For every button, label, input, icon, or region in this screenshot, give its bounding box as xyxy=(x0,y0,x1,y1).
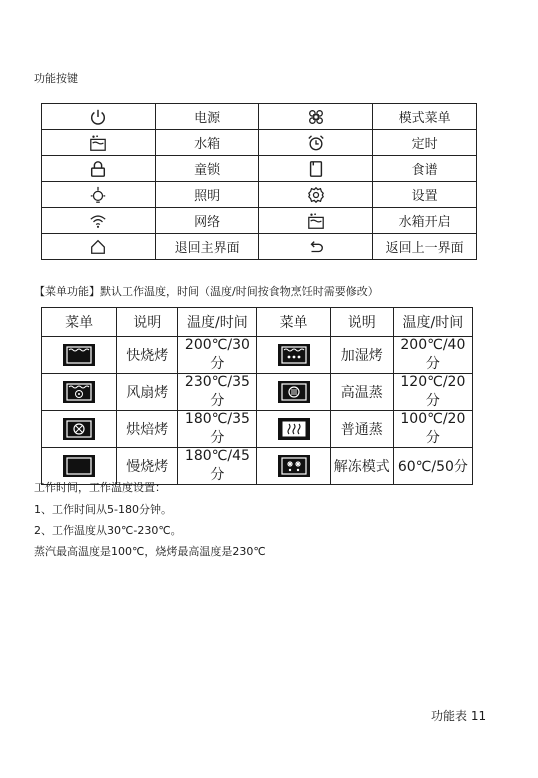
wifi-icon xyxy=(42,208,156,234)
alarm-clock-icon xyxy=(259,130,373,156)
gear-icon xyxy=(259,182,373,208)
table-row xyxy=(42,104,477,130)
key-label: 定时 xyxy=(373,130,477,156)
menu-name: 高温蒸 xyxy=(330,374,393,411)
bake-dry-icon xyxy=(42,411,117,448)
key-label: 照明 xyxy=(155,182,259,208)
table-row xyxy=(42,130,477,156)
key-label: 童锁 xyxy=(155,156,259,182)
menu-temp-time: 60℃/50分 xyxy=(393,448,472,485)
key-label: 网络 xyxy=(155,208,259,234)
menu-temp-time: 230℃/35分 xyxy=(178,374,257,411)
menu-name: 风扇烤 xyxy=(117,374,178,411)
function-key-table xyxy=(41,103,477,260)
note-line: 蒸汽最高温度是100℃，烧烤最高温度是230℃ xyxy=(34,545,266,558)
table-row xyxy=(42,208,477,234)
menu-name: 解冻模式 xyxy=(330,448,393,485)
menu-name: 普通蒸 xyxy=(330,411,393,448)
table-row xyxy=(42,182,477,208)
column-header: 温度/时间 xyxy=(393,308,472,337)
table-header-row xyxy=(42,308,473,337)
column-header: 菜单 xyxy=(42,308,117,337)
table-row xyxy=(42,234,477,260)
key-label: 返回上一界面 xyxy=(373,234,477,260)
menu-temp-time: 100℃/20分 xyxy=(393,411,472,448)
defrost-icon xyxy=(257,448,330,485)
column-header: 温度/时间 xyxy=(178,308,257,337)
note-line: 1、工作时间从5-180分钟。 xyxy=(34,503,172,516)
humid-bake-icon xyxy=(257,337,330,374)
menu-function-table xyxy=(41,307,473,485)
return-arrow-icon xyxy=(259,234,373,260)
key-label: 水箱 xyxy=(155,130,259,156)
column-header: 菜单 xyxy=(257,308,330,337)
key-label: 设置 xyxy=(373,182,477,208)
water-tank-open-icon xyxy=(259,208,373,234)
menu-temp-time: 200℃/40分 xyxy=(393,337,472,374)
menu-temp-time: 120℃/20分 xyxy=(393,374,472,411)
home-icon xyxy=(42,234,156,260)
high-temp-steam-icon xyxy=(257,374,330,411)
key-label: 模式菜单 xyxy=(373,104,477,130)
recipe-book-icon xyxy=(259,156,373,182)
column-header: 说明 xyxy=(117,308,178,337)
menu-name: 烘焙烤 xyxy=(117,411,178,448)
table-row xyxy=(42,156,477,182)
note-line: 工作时间，工作温度设置： xyxy=(34,481,166,494)
power-icon xyxy=(42,104,156,130)
key-label: 食谱 xyxy=(373,156,477,182)
lock-icon xyxy=(42,156,156,182)
key-label: 电源 xyxy=(155,104,259,130)
menu-temp-time: 180℃/45分 xyxy=(178,448,257,485)
table-row xyxy=(42,411,473,448)
table-row xyxy=(42,374,473,411)
key-label: 退回主界面 xyxy=(155,234,259,260)
menu-temp-time: 180℃/35分 xyxy=(178,411,257,448)
fast-bake-icon xyxy=(42,337,117,374)
page-footer: 功能表 11 xyxy=(431,709,487,723)
fan-bake-icon xyxy=(42,374,117,411)
section-title: 功能按键 xyxy=(34,72,78,85)
clover-command-icon xyxy=(259,104,373,130)
water-tank-icon xyxy=(42,130,156,156)
note-line: 2、工作温度从30℃-230℃。 xyxy=(34,524,182,537)
table-row xyxy=(42,337,473,374)
menu-section-title: 【菜单功能】默认工作温度，时间（温度/时间按食物烹饪时需要修改） xyxy=(34,285,379,298)
column-header: 说明 xyxy=(330,308,393,337)
key-label: 水箱开启 xyxy=(373,208,477,234)
menu-temp-time: 200℃/30分 xyxy=(178,337,257,374)
steam-icon xyxy=(257,411,330,448)
menu-name: 快烧烤 xyxy=(117,337,178,374)
menu-name: 慢烧烤 xyxy=(117,448,178,485)
menu-name: 加湿烤 xyxy=(330,337,393,374)
light-bulb-icon xyxy=(42,182,156,208)
